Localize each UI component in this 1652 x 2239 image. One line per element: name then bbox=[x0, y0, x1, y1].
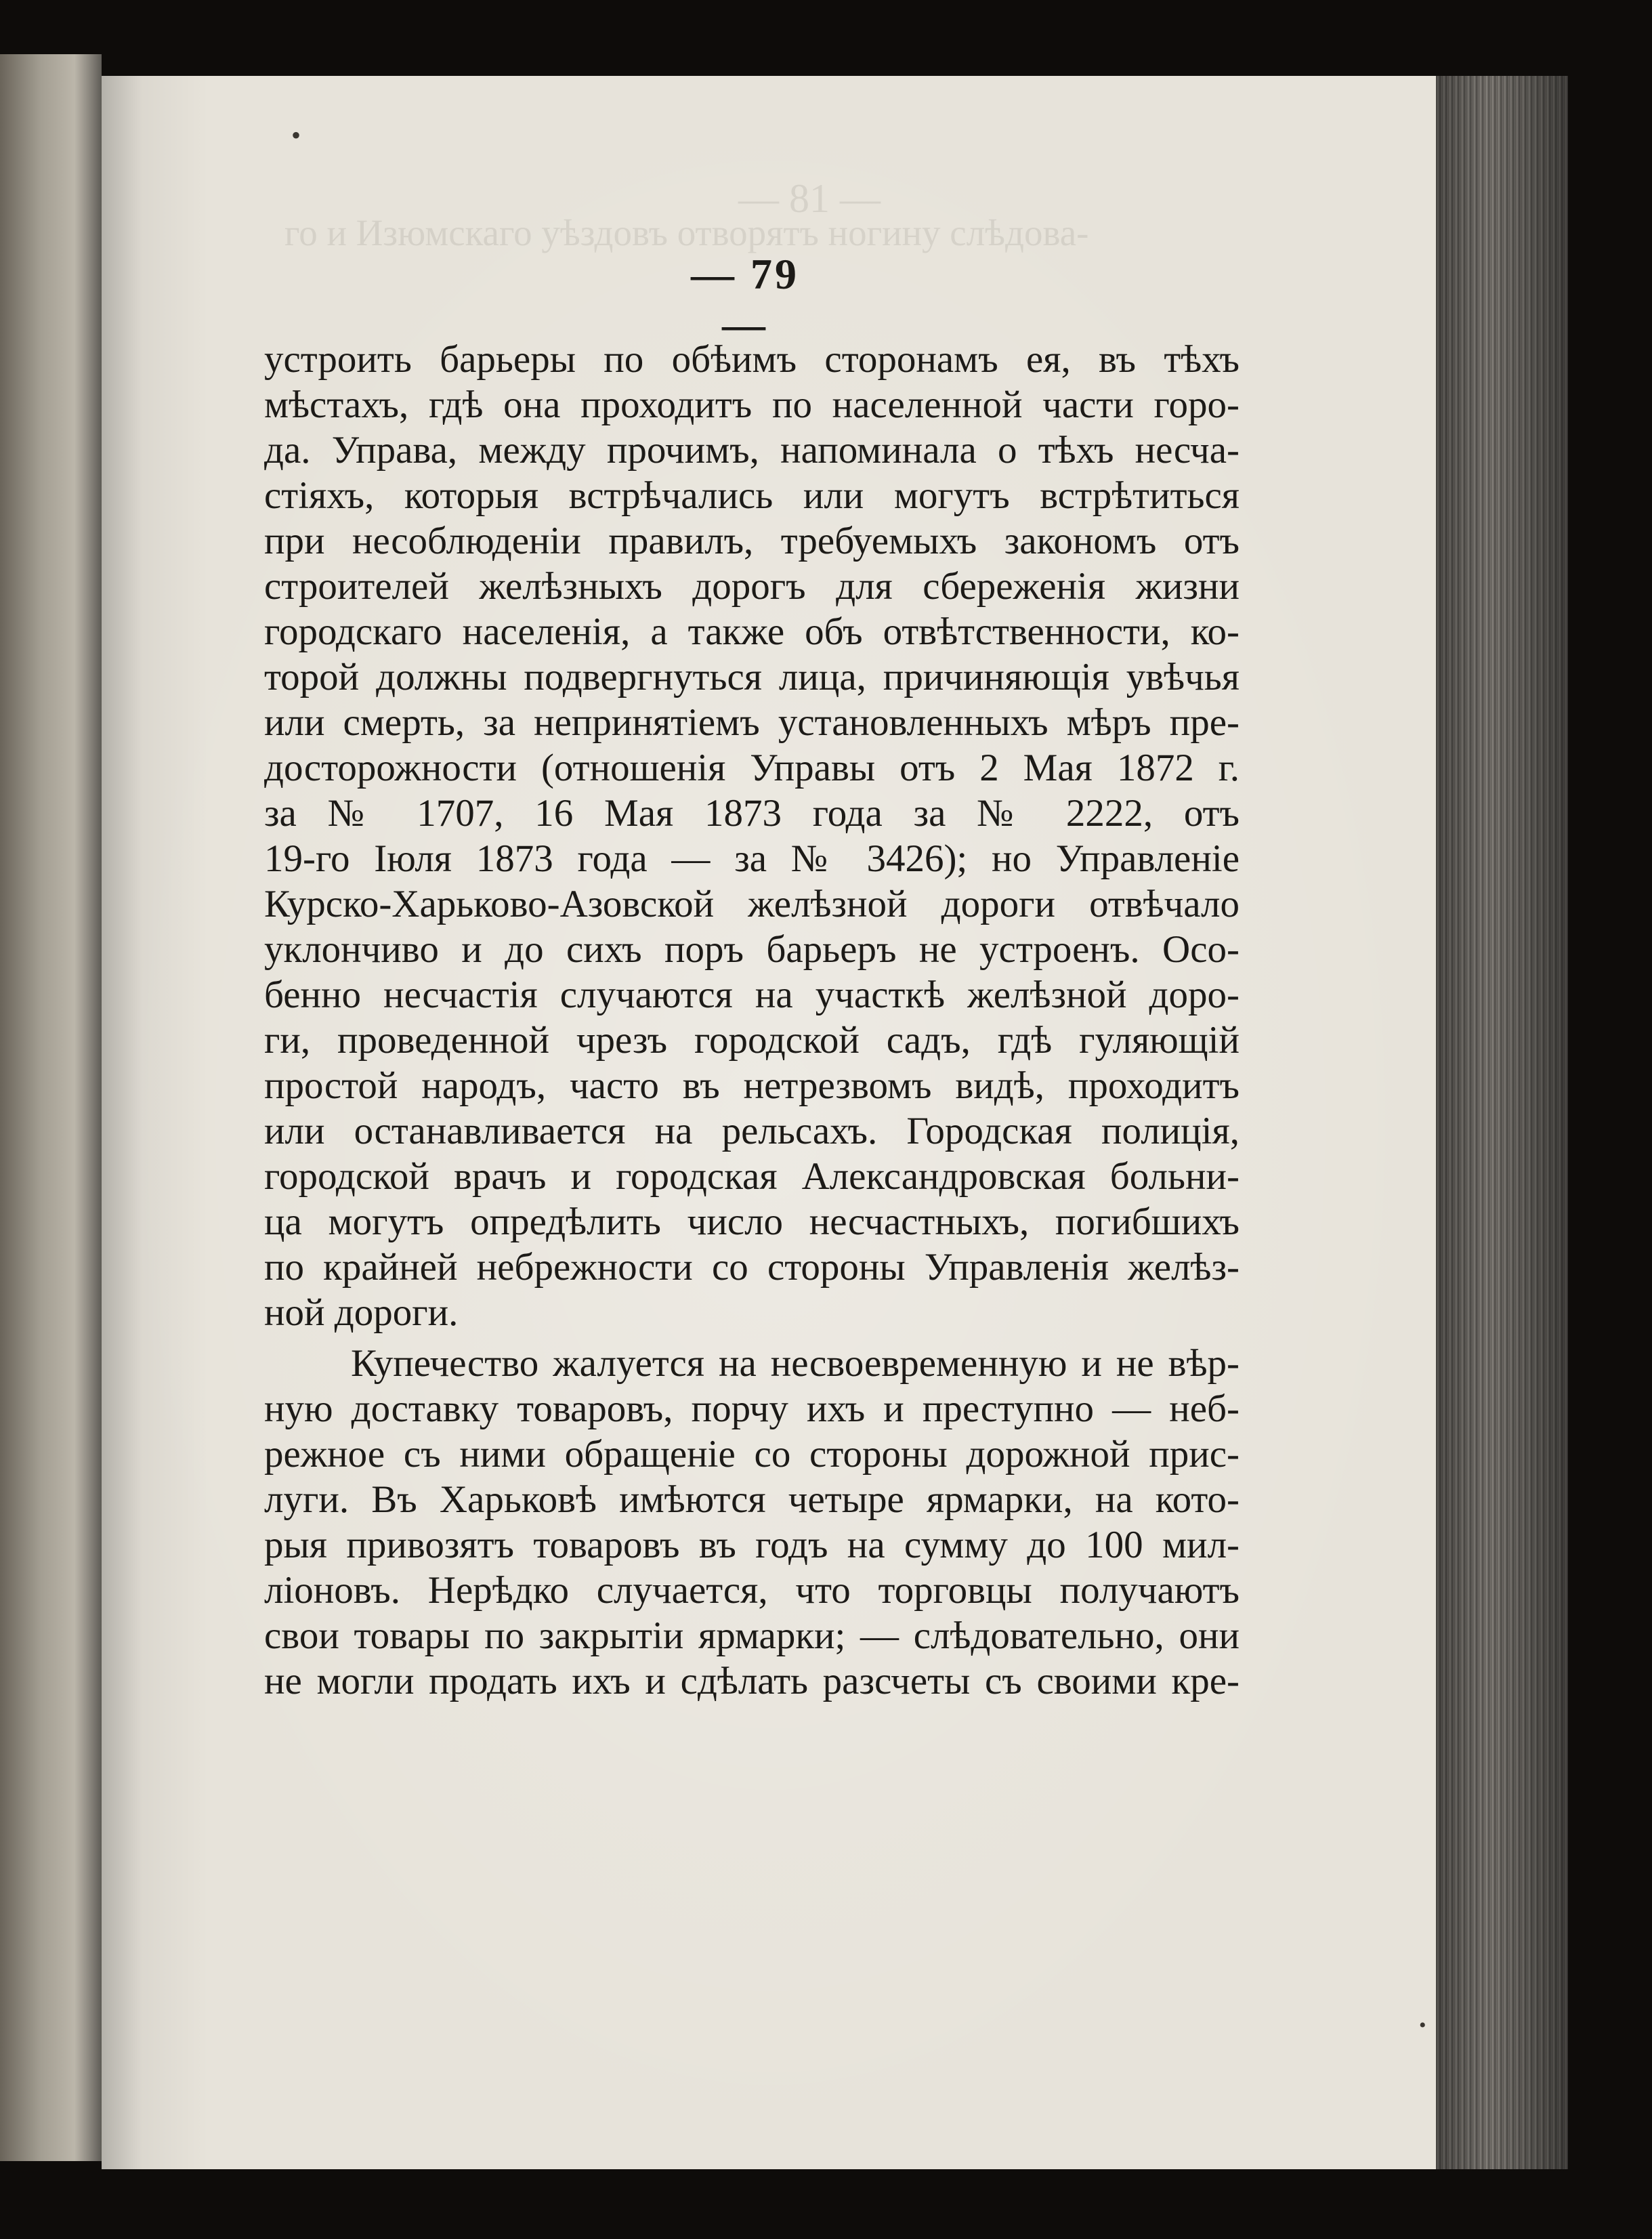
paragraph-2 bbox=[264, 1341, 1240, 1704]
text-line: режное съ ними обращеніе со стороны дорожной прис- bbox=[264, 1433, 1240, 1476]
text-line: стіяхъ, которыя встрѣчались или могутъ встрѣтиться bbox=[264, 474, 1240, 517]
text-line: ной дороги. bbox=[264, 1291, 459, 1334]
body-text bbox=[264, 337, 1240, 1704]
text-line: не могли продать ихъ и сдѣлать разсчеты съ своими кре- bbox=[264, 1660, 1240, 1702]
text-line: 19-го Іюля 1873 года — за № 3426); но Управленіе bbox=[264, 837, 1240, 880]
text-line: устроить барьеры по обѣимъ сторонамъ ея, въ тѣхъ bbox=[264, 338, 1240, 381]
text-line: при несоблюденіи правилъ, требуемыхъ закономъ отъ bbox=[264, 520, 1240, 562]
text-line: ную доставку товаровъ, порчу ихъ и преступно — неб- bbox=[264, 1387, 1240, 1430]
text-line: свои товары по закрытіи ярмарки; — слѣдовательно, они bbox=[264, 1614, 1240, 1657]
page-stack-shade bbox=[1436, 76, 1568, 2169]
text-line: досторожности (отношенія Управы отъ 2 Мая 1872 г. bbox=[264, 747, 1240, 789]
text-line: торой должны подвергнуться лица, причиняющія увѣчья bbox=[264, 656, 1240, 698]
text-line: мѣстахъ, гдѣ она проходитъ по населенной части горо- bbox=[264, 383, 1240, 426]
text-line: за № 1707, 16 Мая 1873 года за № 2222, отъ bbox=[264, 792, 1240, 835]
book-gutter bbox=[75, 54, 102, 2161]
text-line: Купечество жалуется на несвоевременную и не вѣр- bbox=[351, 1342, 1240, 1385]
text-line: ца могутъ опредѣлить число несчастныхъ, погибшихъ bbox=[264, 1200, 1240, 1243]
text-line: ги, проведенной чрезъ городской садъ, гдѣ гуляющій bbox=[264, 1019, 1240, 1062]
text-line: ліоновъ. Нерѣдко случается, что торговцы получаютъ bbox=[264, 1569, 1240, 1612]
text-line: строителей желѣзныхъ дорогъ для сбереженія жизни bbox=[264, 565, 1240, 608]
text-line: или смерть, за непринятіемъ установленныхъ мѣръ пре- bbox=[264, 701, 1240, 744]
text-line: луги. Въ Харьковѣ имѣются четыре ярмарки, на кото- bbox=[264, 1478, 1240, 1521]
text-line: или останавливается на рельсахъ. Городская полиція, bbox=[264, 1110, 1240, 1152]
text-line: рыя привозятъ товаровъ въ годъ на сумму до 100 мил- bbox=[264, 1524, 1240, 1566]
text-line: по крайней небрежности со стороны Управленія желѣз- bbox=[264, 1246, 1240, 1289]
text-line: да. Управа, между прочимъ, напоминала о тѣхъ несча- bbox=[264, 429, 1240, 472]
text-line: Курско-Харьково-Азовской желѣзной дороги отвѣчало bbox=[264, 883, 1240, 925]
page-number: — 79 — bbox=[691, 250, 799, 348]
ink-speck: • bbox=[291, 120, 301, 150]
paragraph-1 bbox=[264, 337, 1240, 1335]
ink-speck: • bbox=[1419, 2014, 1426, 2036]
text-line: простой народъ, часто въ нетрезвомъ видѣ, проходитъ bbox=[264, 1064, 1240, 1107]
text-line: уклончиво и до сихъ поръ барьеръ не устроенъ. Осо- bbox=[264, 928, 1240, 971]
text-line: городской врачъ и городская Александровская больни- bbox=[264, 1155, 1240, 1198]
text-line: городскаго населенія, а также объ отвѣтственности, ко- bbox=[264, 610, 1240, 653]
text-line: бенно несчастія случаются на участкѣ желѣзной доро- bbox=[264, 974, 1240, 1016]
